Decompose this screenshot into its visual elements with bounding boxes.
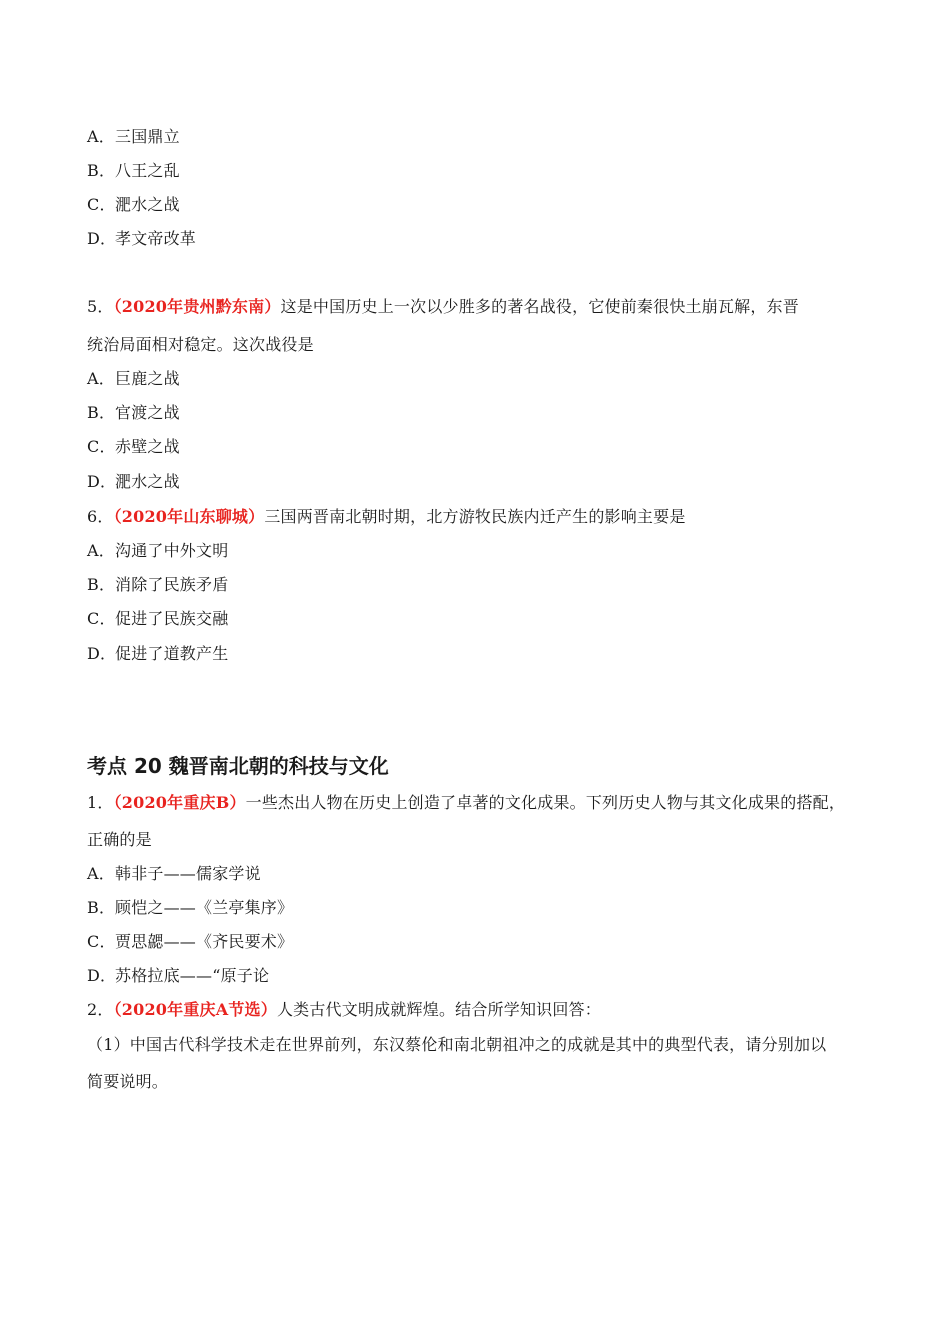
question-6-stem: 6．（2020年山东聊城）三国两晋南北朝时期，北方游牧民族内迁产生的影响主要是 — [87, 507, 686, 526]
question-1-stem-cont: 正确的是 — [87, 830, 152, 849]
question-5-stem-cont: 统治局面相对稳定。这次战役是 — [87, 335, 314, 354]
option-c: C．贾思勰——《齐民要术》 — [87, 932, 294, 951]
option-a: A．沟通了中外文明 — [87, 541, 229, 560]
option-d: D．苏格拉底——“原子论 — [87, 966, 270, 985]
question-source: （2020年贵州黔东南） — [113, 297, 281, 316]
question-2-sub1: （1）中国古代科学技术走在世界前列，东汉蔡伦和南北朝祖冲之的成就是其中的典型代表，请分别加以 — [87, 1035, 827, 1054]
option-c: C．促进了民族交融 — [87, 609, 229, 628]
option-d: D．孝文帝改革 — [87, 229, 197, 248]
option-a: A．韩非子——儒家学说 — [87, 864, 261, 883]
option-b: B．顾恺之——《兰亭集序》 — [87, 898, 294, 917]
question-2-sub1-cont: 简要说明。 — [87, 1072, 169, 1091]
question-source: （2020年重庆A节选） — [113, 1000, 277, 1019]
option-a: A．三国鼎立 — [87, 127, 180, 146]
option-c: C．淝水之战 — [87, 195, 180, 214]
option-a: A．巨鹿之战 — [87, 369, 180, 388]
question-source: （2020年山东聊城） — [113, 507, 265, 526]
option-b: B．官渡之战 — [87, 403, 180, 422]
section-heading: 考点 20 魏晋南北朝的科技与文化 — [87, 754, 389, 778]
option-d: D．促进了道教产生 — [87, 644, 229, 663]
question-2-stem: 2．（2020年重庆A节选）人类古代文明成就辉煌。结合所学知识回答： — [87, 1000, 601, 1019]
option-b: B．八王之乱 — [87, 161, 180, 180]
question-1-stem: 1．（2020年重庆B）一些杰出人物在历史上创造了卓著的文化成果。下列历史人物与其文化成果的搭配， — [87, 793, 846, 812]
question-source: （2020年重庆B） — [113, 793, 246, 812]
option-b: B．消除了民族矛盾 — [87, 575, 229, 594]
option-c: C．赤壁之战 — [87, 437, 180, 456]
option-d: D．淝水之战 — [87, 472, 180, 491]
question-5-stem: 5．（2020年贵州黔东南）这是中国历史上一次以少胜多的著名战役，它使前秦很快土崩瓦解，东晋 — [87, 297, 799, 316]
